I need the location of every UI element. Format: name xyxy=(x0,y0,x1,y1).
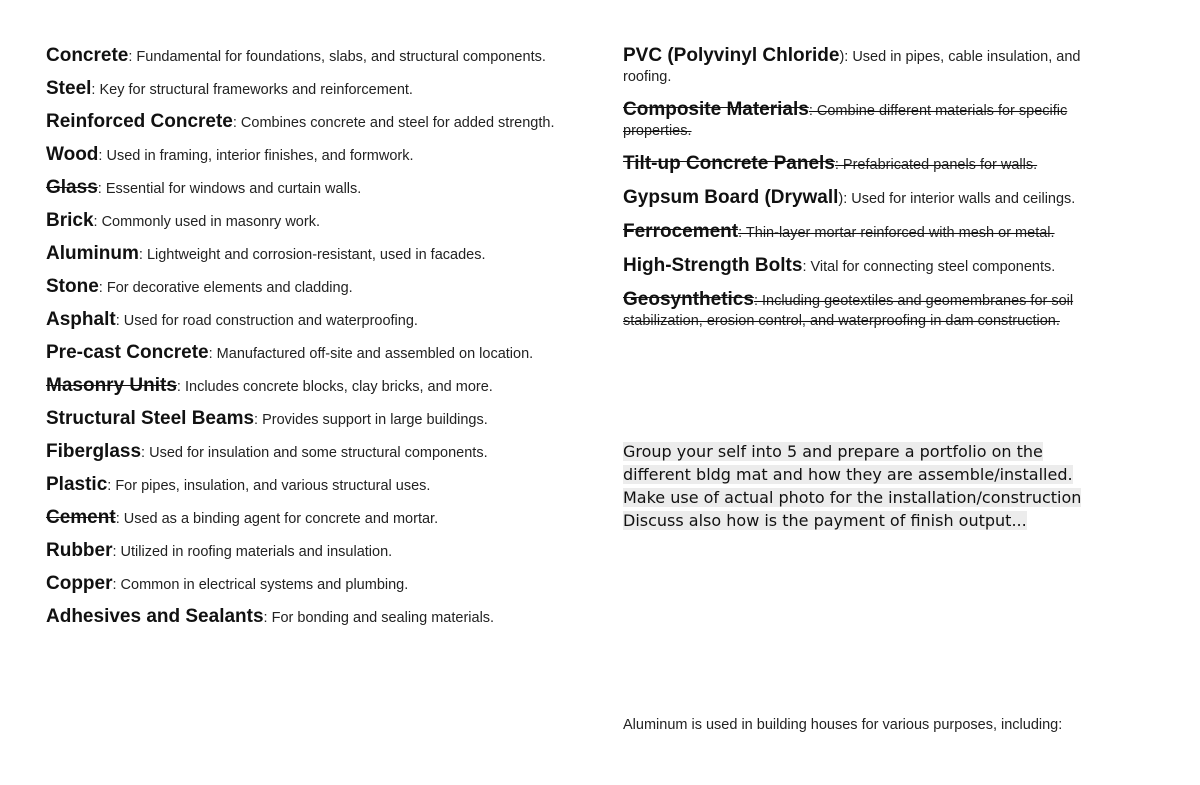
item-desc: : Including geotextiles and geomembranes for soil stabilization, erosion control, and waterproofing in dam construction. xyxy=(623,293,1074,329)
item-desc: : Key for structural frameworks and reinforcement. xyxy=(91,82,413,98)
item-term: Rubber xyxy=(46,540,113,561)
item-desc: : Common in electrical systems and plumbing. xyxy=(112,577,409,593)
item-term: Asphalt xyxy=(46,309,116,330)
list-item-steel xyxy=(46,79,586,100)
item-term: Plastic xyxy=(46,474,108,495)
item-term: Composite Materials xyxy=(623,99,809,120)
item-term: High-Strength Bolts xyxy=(623,255,803,276)
item-term: Glass xyxy=(46,177,98,198)
list-item-masonry-units xyxy=(46,376,586,397)
item-desc: : Lightweight and corrosion-resistant, used in facades. xyxy=(138,247,486,263)
item-desc: : Thin-layer mortar reinforced with mesh or metal. xyxy=(738,225,1055,241)
list-item-plastic xyxy=(46,475,586,496)
item-term: Wood xyxy=(46,144,99,165)
list-item-wood xyxy=(46,145,586,166)
list-item-fiberglass xyxy=(46,442,586,463)
item-desc: : Used for road construction and waterproofing. xyxy=(115,313,418,329)
item-desc: : Prefabricated panels for walls. xyxy=(834,157,1038,173)
list-item-composite-materials xyxy=(623,100,1123,141)
item-desc: : For decorative elements and cladding. xyxy=(98,280,353,296)
item-desc: : Includes concrete blocks, clay bricks, and more. xyxy=(176,379,493,395)
item-term: Concrete xyxy=(46,45,129,66)
list-item-glass xyxy=(46,178,586,199)
item-desc: : Combines concrete and steel for added strength. xyxy=(232,115,555,131)
item-desc: : Used for insulation and some structural components. xyxy=(141,445,488,461)
item-term: Structural Steel Beams xyxy=(46,408,255,429)
item-term: Geosynthetics xyxy=(623,289,754,310)
item-term: Aluminum xyxy=(46,243,139,264)
item-desc: : Fundamental for foundations, slabs, and structural components. xyxy=(128,49,546,65)
item-term: Adhesives and Sealants xyxy=(46,606,264,627)
item-desc: : For bonding and sealing materials. xyxy=(263,610,495,626)
footer-text: Aluminum is used in building houses for various purposes, including: xyxy=(623,717,1063,733)
item-term: Cement xyxy=(46,507,116,528)
item-desc: : Essential for windows and curtain walls. xyxy=(97,181,362,197)
item-desc: : Combine different materials for specific properties. xyxy=(623,103,1068,139)
item-desc: : Vital for connecting steel components. xyxy=(802,259,1056,275)
item-term: Pre-cast Concrete xyxy=(46,342,209,363)
note-line: Discuss also how is the payment of finish output... xyxy=(623,511,1027,530)
item-term: Brick xyxy=(46,210,94,231)
item-term: Stone xyxy=(46,276,99,297)
note-line: different bldg mat and how they are assemble/installed. xyxy=(623,465,1073,484)
list-item-tilt-up-concrete-panels xyxy=(623,154,1123,175)
right-column xyxy=(623,46,1123,344)
list-item-adhesives-and-sealants xyxy=(46,607,586,628)
list-item-pre-cast-concrete xyxy=(46,343,586,364)
item-desc: ): Used in pipes, cable insulation, and roofing. xyxy=(623,49,1081,85)
item-desc: ): Used for interior walls and ceilings. xyxy=(838,191,1076,207)
list-item-geosynthetics xyxy=(623,290,1123,331)
item-term: Ferrocement xyxy=(623,221,739,242)
item-desc: : Used as a binding agent for concrete and mortar. xyxy=(115,511,439,527)
list-item-cement xyxy=(46,508,586,529)
item-desc: : For pipes, insulation, and various structural uses. xyxy=(107,478,431,494)
list-item-stone xyxy=(46,277,586,298)
list-item-asphalt xyxy=(46,310,586,331)
list-item-high-strength-bolts xyxy=(623,256,1123,277)
item-desc: : Used in framing, interior finishes, and formwork. xyxy=(98,148,414,164)
list-item-concrete xyxy=(46,46,586,67)
list-item-aluminum xyxy=(46,244,586,265)
list-item-brick xyxy=(46,211,586,232)
item-term: Copper xyxy=(46,573,113,594)
item-desc: : Commonly used in masonry work. xyxy=(93,214,320,230)
assignment-note xyxy=(623,440,1153,532)
left-column xyxy=(46,46,586,640)
item-term: Steel xyxy=(46,78,92,99)
note-line: Make use of actual photo for the installation/construction xyxy=(623,488,1082,507)
list-item-gypsum-board xyxy=(623,188,1123,209)
item-term: Tilt-up Concrete Panels xyxy=(623,153,835,174)
list-item-reinforced-concrete xyxy=(46,112,586,133)
list-item-rubber xyxy=(46,541,586,562)
item-desc: : Manufactured off-site and assembled on location. xyxy=(208,346,534,362)
list-item-ferrocement xyxy=(623,222,1123,243)
item-term: Gypsum Board (Drywall xyxy=(623,187,839,208)
item-term: Masonry Units xyxy=(46,375,177,396)
item-term: Fiberglass xyxy=(46,441,142,462)
note-line: Group your self into 5 and prepare a portfolio on the xyxy=(623,442,1043,461)
item-desc: : Utilized in roofing materials and insulation. xyxy=(112,544,393,560)
list-item-structural-steel-beams xyxy=(46,409,586,430)
item-desc: : Provides support in large buildings. xyxy=(254,412,488,428)
list-item-copper xyxy=(46,574,586,595)
item-term: Reinforced Concrete xyxy=(46,111,233,132)
item-term: PVC (Polyvinyl Chloride xyxy=(623,45,840,66)
list-item-pvc xyxy=(623,46,1123,87)
